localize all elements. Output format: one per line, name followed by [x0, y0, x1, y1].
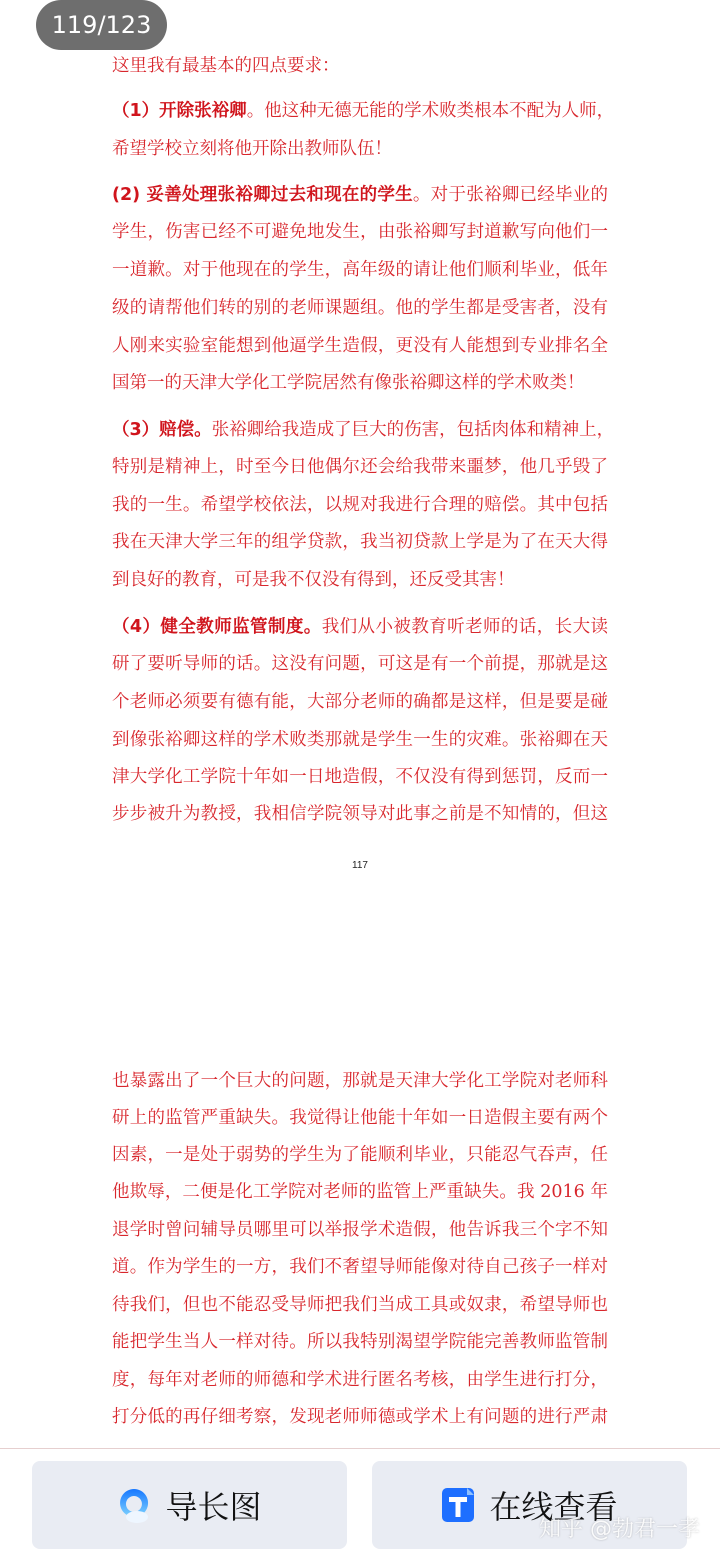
- text-line: [112, 529, 608, 555]
- text-line: [112, 1292, 608, 1318]
- zhihu-watermark: 知乎 @勃君一孝: [539, 1517, 700, 1542]
- text-line: [112, 492, 608, 518]
- bold-heading: （3）赔偿。: [112, 420, 212, 440]
- line-text: 级的请帮他们转的别的老师课题组。他的学生都是受害者，没有: [112, 298, 608, 318]
- text-line: [112, 136, 608, 162]
- line-text: 因素，一是处于弱势的学生为了能顺利毕业，只能忍气吞声，任: [112, 1145, 608, 1165]
- text-line: [112, 454, 608, 480]
- text-line: [112, 1179, 608, 1205]
- text-line: [112, 1254, 608, 1280]
- line-text: 特别是精神上，时至今日他偶尔还会给我带来噩梦，他几乎毁了: [112, 457, 608, 477]
- line-text: 打分低的再仔细考察，发现老师师德或学术上有问题的进行严肃: [112, 1407, 608, 1427]
- export-long-image-button[interactable]: [32, 1461, 347, 1549]
- text-line: [112, 182, 608, 208]
- line-text: 研上的监管严重缺失。我觉得让他能十年如一日造假主要有两个: [112, 1108, 608, 1128]
- text-line: [112, 1105, 608, 1131]
- line-text: 津大学化工学院十年如一日地造假，不仅没有得到惩罚，反而一: [112, 767, 608, 787]
- line-text: 道。作为学生的一方，我们不奢望导师能像对待自己孩子一样对: [112, 1257, 608, 1277]
- text-line: [112, 764, 608, 790]
- line-text: 学生，伤害已经不可避免地发生，由张裕卿写封道歉写向他们一: [112, 222, 608, 242]
- line-text: 张裕卿给我造成了巨大的伤害，包括肉体和精神上，: [211, 420, 615, 440]
- export-long-image-label: 导长图: [165, 1488, 262, 1526]
- text-line: [112, 801, 608, 827]
- view-online-label: 在线查看: [489, 1488, 618, 1526]
- text-line: [112, 614, 608, 640]
- line-text: 度，每年对老师的师德和学术进行匿名考核，由学生进行打分，: [112, 1370, 608, 1390]
- text-line: [112, 727, 608, 753]
- bold-heading: (2) 妥善处理张裕卿过去和现在的学生: [112, 185, 413, 205]
- bold-heading: （4）健全教师监管制度。: [112, 617, 322, 637]
- text-line: [112, 651, 608, 677]
- line-text: 。对于张裕卿已经毕业的: [412, 185, 609, 205]
- text-line: [112, 333, 608, 359]
- text-line: [112, 295, 608, 321]
- line-text: 步步被升为教授，我相信学院领导对此事之前是不知情的，但这: [112, 804, 608, 824]
- line-text: 也暴露出了一个巨大的问题，那就是天津大学化工学院对老师科: [112, 1071, 608, 1091]
- line-text: 我的一生。希望学校依法，以规对我进行合理的赔偿。其中包括: [112, 495, 608, 515]
- line-text: 。他这种无德无能的学术败类根本不配为人师，: [246, 101, 615, 121]
- line-text: 我们从小被教育听老师的话，长大读: [321, 617, 609, 637]
- tencent-docs-icon: [441, 1486, 475, 1524]
- line-text: 能把学生当人一样对待。所以我特别渴望学院能完善教师监管制: [112, 1332, 608, 1352]
- page-counter-badge: 119/123: [36, 0, 167, 50]
- bold-heading: （1）开除张裕卿: [112, 101, 247, 121]
- text-line: [112, 417, 615, 443]
- line-text: 个老师必须要有德有能，大部分老师的确都是这样，但是要是碰: [112, 692, 608, 712]
- line-text: 国第一的天津大学化工学院居然有像张裕卿这样的学术败类！: [112, 373, 585, 393]
- text-line: [112, 1367, 608, 1393]
- line-text: 希望学校立刻将他开除出教师队伍！: [112, 139, 392, 159]
- line-text: 我在天津大学三年的组学贷款，我当初贷款上学是为了在天大得: [112, 532, 608, 552]
- line-text: 研了要听导师的话。这没有问题，可这是有一个前提，那就是这: [112, 654, 608, 674]
- qq-browser-icon: [117, 1486, 151, 1524]
- text-line: [112, 1404, 608, 1430]
- text-line: [112, 53, 608, 79]
- text-line: [112, 1329, 608, 1355]
- page-number: 117: [352, 860, 368, 871]
- text-line: [112, 219, 608, 245]
- text-line: [112, 1217, 608, 1243]
- text-line: [112, 98, 615, 124]
- line-text: 到良好的教育，可是我不仅没有得到，还反受其害！: [112, 570, 515, 590]
- line-text: 他欺辱，二便是化工学院对老师的监管上严重缺失。我 2016 年: [112, 1182, 608, 1202]
- bottom-action-bar: [0, 1448, 720, 1561]
- line-text: 这里我有最基本的四点要求：: [112, 56, 340, 76]
- line-text: 到像张裕卿这样的学术败类那就是学生一生的灾难。张裕卿在天: [112, 730, 608, 750]
- text-line: [112, 370, 608, 396]
- text-line: [112, 689, 608, 715]
- line-text: 退学时曾问辅导员哪里可以举报学术造假，他告诉我三个字不知: [112, 1220, 608, 1240]
- line-text: 待我们，但也不能忍受导师把我们当成工具或奴隶，希望导师也: [112, 1295, 608, 1315]
- text-line: [112, 1068, 608, 1094]
- text-line: [112, 1142, 608, 1168]
- text-line: [112, 567, 608, 593]
- text-line: [112, 257, 608, 283]
- line-text: 一道歉。对于他现在的学生，高年级的请让他们顺利毕业，低年: [112, 260, 608, 280]
- line-text: 人刚来实验室能想到他逼学生造假，更没有人能想到专业排名全: [112, 336, 608, 356]
